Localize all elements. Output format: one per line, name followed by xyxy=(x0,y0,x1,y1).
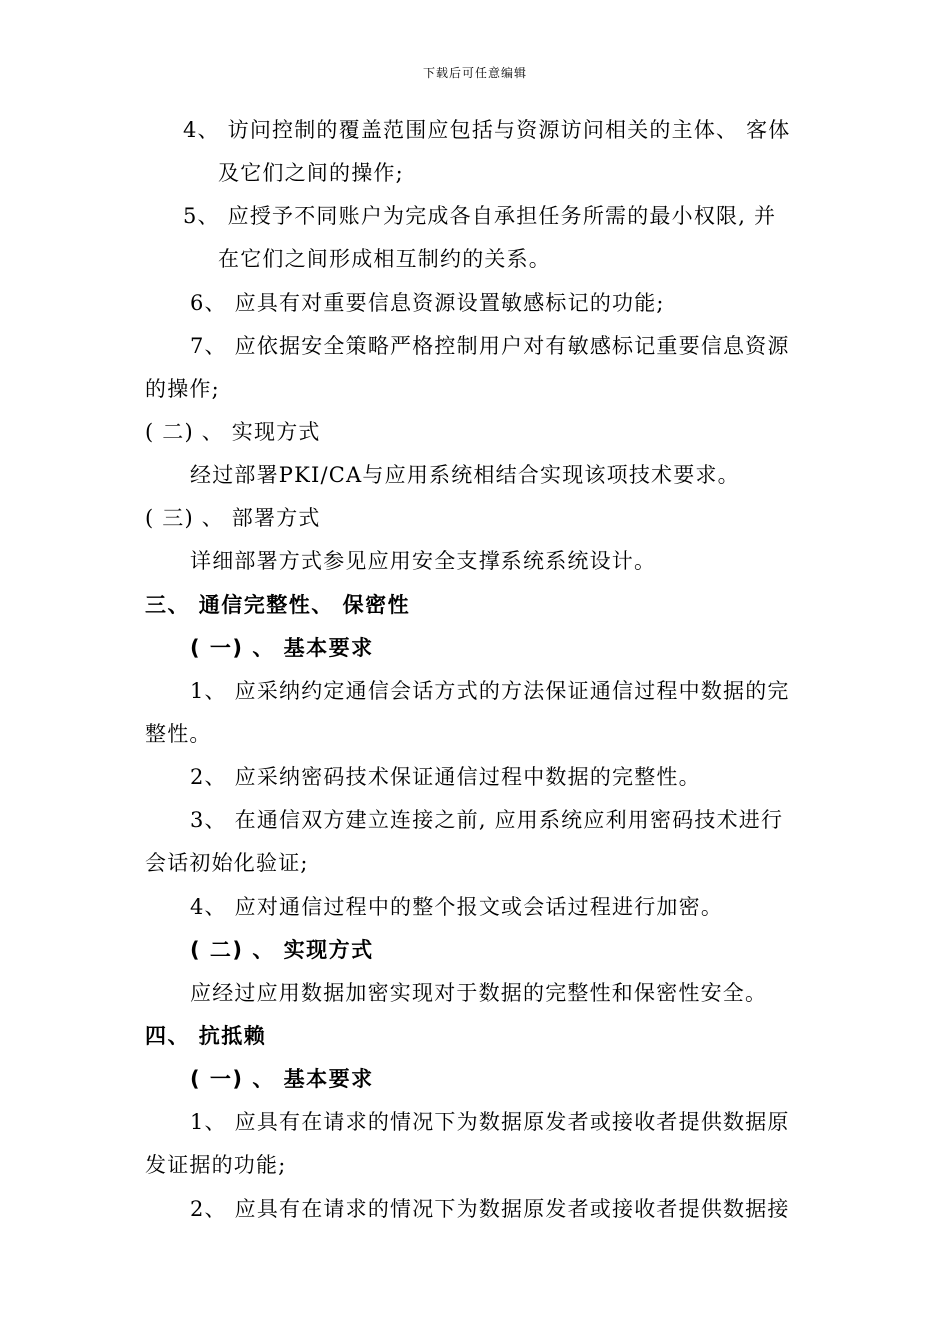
paragraph-line: 3、 在通信双方建立连接之前, 应用系统应利用密码技术进行 xyxy=(190,808,784,832)
subsection-heading: ( 三) 、 部署方式 xyxy=(145,506,321,530)
paragraph-line: 5、 应授予不同账户为完成各自承担任务所需的最小权限, 并 xyxy=(183,204,777,228)
paragraph-line: 的操作; xyxy=(145,377,220,401)
paragraph-line: 及它们之间的操作; xyxy=(218,161,404,185)
paragraph-line: 发证据的功能; xyxy=(145,1153,287,1177)
section-heading: 三、 通信完整性、 保密性 xyxy=(145,593,411,617)
paragraph-line: 6、 应具有对重要信息资源设置敏感标记的功能; xyxy=(190,291,665,315)
paragraph-line: 经过部署PKI/CA与应用系统相结合实现该项技术要求。 xyxy=(190,463,740,487)
paragraph-line: 1、 应采纳约定通信会话方式的方法保证通信过程中数据的完 xyxy=(190,679,790,703)
section-heading: 四、 抗抵赖 xyxy=(145,1024,267,1048)
paragraph-line: 2、 应具有在请求的情况下为数据原发者或接收者提供数据接 xyxy=(190,1197,790,1221)
paragraph-line: 整性。 xyxy=(145,722,212,746)
subsection-heading: ( 一) 、 基本要求 xyxy=(190,1067,374,1091)
paragraph-line: 1、 应具有在请求的情况下为数据原发者或接收者提供数据原 xyxy=(190,1110,790,1134)
page-header: 下载后可任意编辑 xyxy=(422,66,527,80)
subsection-heading: ( 一) 、 基本要求 xyxy=(190,636,374,660)
paragraph-line: 应经过应用数据加密实现对于数据的完整性和保密性安全。 xyxy=(190,981,768,1005)
paragraph-line: 4、 应对通信过程中的整个报文或会话过程进行加密。 xyxy=(190,895,724,919)
paragraph-line: 详细部署方式参见应用安全支撑系统系统设计。 xyxy=(190,549,657,573)
subsection-heading: ( 二) 、 实现方式 xyxy=(145,420,321,444)
paragraph-line: 2、 应采纳密码技术保证通信过程中数据的完整性。 xyxy=(190,765,701,789)
paragraph-line: 4、 访问控制的覆盖范围应包括与资源访问相关的主体、 客体 xyxy=(183,118,791,142)
paragraph-line: 7、 应依据安全策略严格控制用户对有敏感标记重要信息资源 xyxy=(190,334,790,358)
paragraph-line: 会话初始化验证; xyxy=(145,851,309,875)
subsection-heading: ( 二) 、 实现方式 xyxy=(190,938,374,962)
paragraph-line: 在它们之间形成相互制约的关系。 xyxy=(218,247,551,271)
